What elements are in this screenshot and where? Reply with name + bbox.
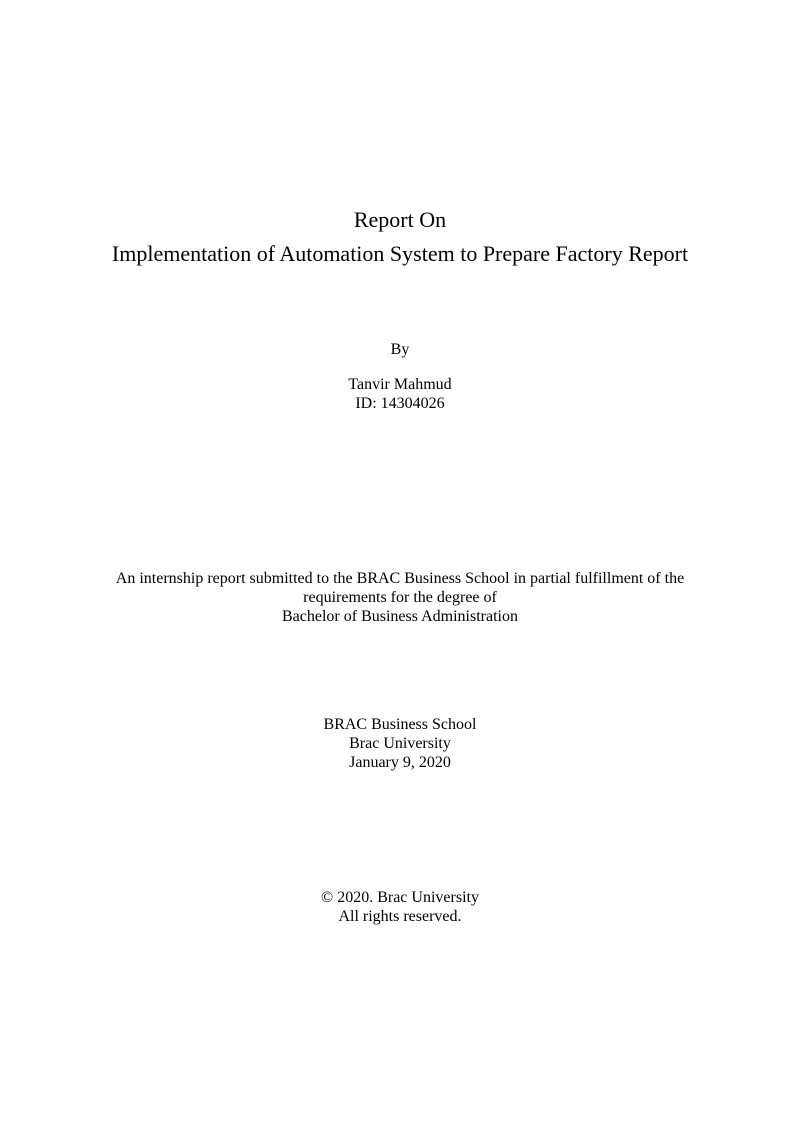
submission-statement [0,569,800,626]
author-block [0,375,800,413]
by-label [0,340,800,359]
rights-line: All rights reserved. [338,908,462,925]
submission-date: January 9, 2020 [349,754,451,771]
author-name: Tanvir Mahmud [348,376,452,393]
school-name: BRAC Business School [323,716,477,733]
copyright-block [0,888,800,926]
student-id: ID: 14304026 [355,395,445,412]
by-text: By [390,341,410,358]
institution-block [0,715,800,772]
report-title-line-2: Implementation of Automation System to Prepare Factory Report [111,241,689,266]
report-title-line-1: Report On [353,207,447,232]
submission-line-3: Bachelor of Business Administration [282,608,518,625]
report-title [0,203,800,271]
submission-line-1: An internship report submitted to the BRAC Business School in partial fulfillment of the [115,570,685,587]
submission-line-2: requirements for the degree of [303,589,497,606]
university-name: Brac University [349,735,451,752]
copyright-line: © 2020. Brac University [321,889,479,906]
